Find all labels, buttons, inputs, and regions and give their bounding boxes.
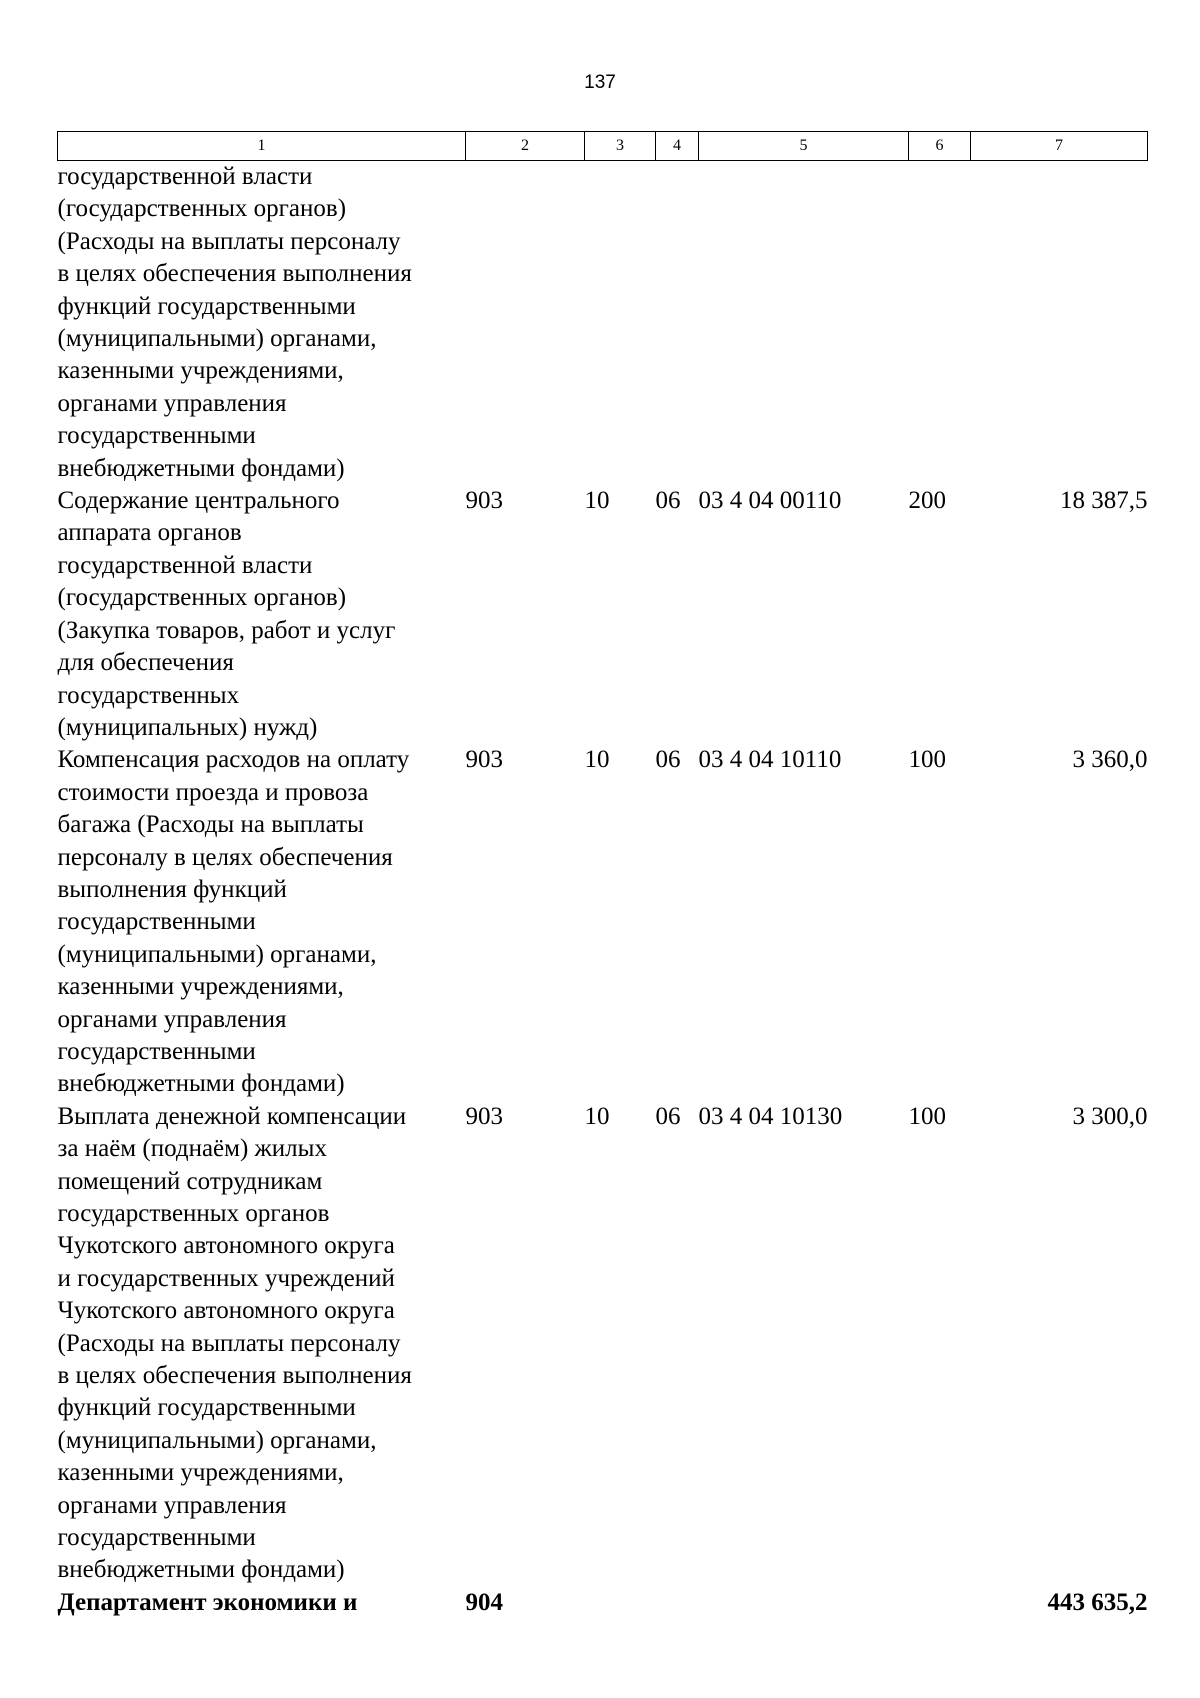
row-expense-type [909,161,971,486]
row-ministry-code: 903 [465,1102,503,1130]
header-col-2: 2 [466,132,585,161]
row-section [585,161,656,486]
row-subsection: 06 [655,487,681,515]
row-description: Содержание центрального аппарата органов государственной власти (государственных органов) (Закупка товаров, работ и услуг для обеспечения государственных (муниципальных) нужд) [57,487,396,741]
row-subsection: 06 [655,746,681,774]
row-expense-type: 100 [908,1102,946,1130]
row-subsection [656,161,699,486]
header-row [58,132,1148,161]
row-ministry-code: 904 [465,1588,503,1616]
table-row [58,744,1148,1100]
row-description: Департамент экономики и [57,1588,358,1616]
row-target-code [699,1587,909,1619]
row-target-code: 03 4 04 00110 [698,487,842,515]
table-row [58,161,1148,486]
row-amount: 443 635,2 [1047,1588,1148,1616]
row-amount: 18 387,5 [1060,487,1148,515]
budget-table [57,131,1148,1619]
row-subsection [656,1587,699,1619]
row-expense-type: 100 [908,746,946,774]
row-target-code: 03 4 04 10110 [698,746,842,774]
table-header [58,132,1148,161]
row-description: Компенсация расходов на оплату стоимости проезда и провоза багажа (Расходы на выплаты персоналу в целях обеспечения выполнения функций государственными (муниципальными) органами, казенными учреждениями, органами управления государственными внебюджетными фондами) [57,746,410,1098]
row-target-code: 03 4 04 10130 [698,1102,843,1130]
row-section: 10 [584,746,610,774]
row-section [585,1587,656,1619]
row-amount: 3 360,0 [1072,746,1148,774]
row-ministry-code [466,161,585,486]
row-ministry-code: 903 [465,746,503,774]
row-target-code [699,161,909,486]
row-ministry-code: 903 [465,487,503,515]
page-number: 137 [584,72,616,93]
table-row [58,485,1148,744]
row-description: Выплата денежной компенсации за наём (поднаём) жилых помещений сотрудникам государственных органов Чукотского автономного округа и государственных учреждений Чукотского автономного округа (Расходы на выплаты персоналу в целях обеспечения выполнения функций государственными (муниципальными) органами, казенными учреждениями, органами управления государственными внебюджетными фондами) [57,1102,412,1584]
header-col-5: 5 [699,132,909,161]
table-body [58,161,1148,1620]
table-row-department [58,1587,1148,1619]
table-row [58,1101,1148,1587]
header-col-1: 1 [58,132,466,161]
row-amount [971,161,1148,486]
row-section: 10 [584,487,610,515]
row-description: государственной власти (государственных органов) (Расходы на выплаты персоналу в целях обеспечения выполнения функций государственными (муниципальными) органами, казенными учреждениями, органами управления государственными внебюджетными фондами) [57,163,412,482]
header-col-4: 4 [656,132,699,161]
header-col-3: 3 [585,132,656,161]
header-col-7: 7 [971,132,1148,161]
header-col-6: 6 [909,132,971,161]
row-section: 10 [584,1102,610,1130]
row-subsection: 06 [655,1102,681,1130]
row-expense-type: 200 [908,487,946,515]
row-expense-type [909,1587,971,1619]
row-amount: 3 300,0 [1072,1102,1148,1130]
